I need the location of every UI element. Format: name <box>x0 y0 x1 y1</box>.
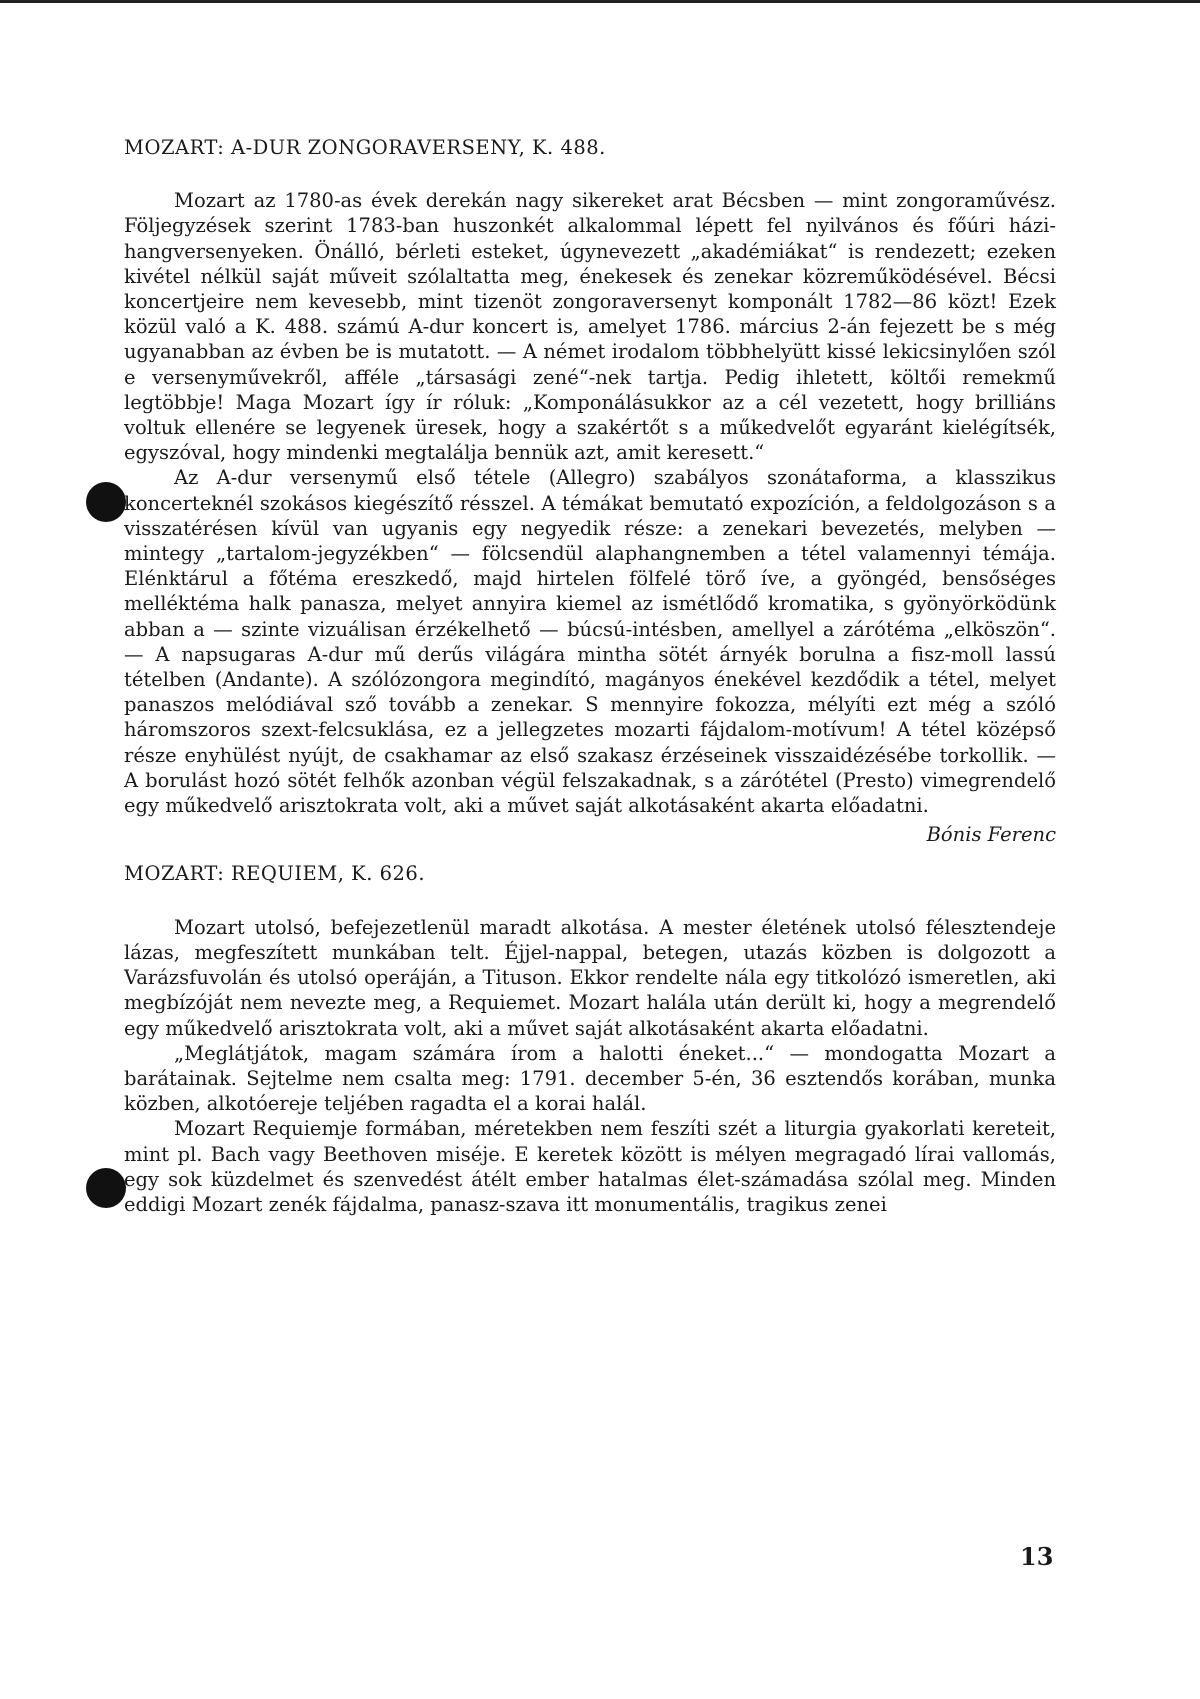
punch-hole <box>86 482 126 522</box>
top-edge-rule <box>0 0 1200 3</box>
page-number: 13 <box>1020 1542 1054 1571</box>
paragraph: Az A-dur versenymű első tétele (Allegro) szabályos szonátaforma, a klasszikus koncerteknél szokásos kiegészítő résszel. A témákat bemutató expozíción, a feldolgozáson s a visszatérésen kívül van ugyanis egy negyedik része: a zenekari bevezetés, melyben — mintegy „tartalom-jegyzékben“ — fölcsendül alaphangnemben a tétel valamennyi témája. Elénktárul a főtéma ereszkedő, majd hirtelen fölfelé törő íve, a gyöngéd, bensőséges melléktéma halk panasza, melyet annyira kiemel az ismétlődő kromatika, s gyönyörködünk abban a — szinte vizuálisan érzékelhető — búcsú-intésben, amellyel a zárótéma „elköszön“. — A napsugaras A-dur mű derűs világára mintha sötét árnyék borulna a fisz-moll lassú tételben (Andante). A szólózongora megindító, magányos énekével kezdődik a tétel, melyet panaszos melódiával sző tovább a zenekar. S mennyire fokozza, mélyíti ezt még a szóló háromszoros szext-felcsuklása, ez a jellegzetes mozarti fájdalom-motívum! A tétel középső része enyhülést nyújt, de csakhamar az első szakasz érzéseinek visszaidézésébe torkollik. — A borulást hozó sötét felhők azonban végül felszakadnak, s a zárótétel (Presto) vimegrendelő egy műkedvelő arisztokrata volt, aki a művet saját alkotásaként akarta előadatni. <box>124 466 1056 818</box>
paragraph: Mozart Requiemje formában, méretekben nem feszíti szét a liturgia gyakorlati kereteit, mint pl. Bach vagy Beethoven miséje. E keretek között is mélyen megragadó lírai vallomás, egy sok küzdelmet és szenvedést átélt ember hatalmas élet-számadása szólal meg. Minden eddigi Mozart zenék fájdalma, panasz-szava itt monumentális, tragikus zenei <box>124 1117 1056 1216</box>
paragraph: Mozart az 1780-as évek derekán nagy sikereket arat Bécsben — mint zongoraművész. Följegyzések szerint 1783-ban huszonkét alkalommal lépett fel nyilvános és főúri házi-hangversenyeken. Önálló, bérleti esteket, úgynevezett „akadémiákat“ is rendezett; ezeken kivétel nélkül saját műveit szólaltatta meg, énekesek és zenekar közreműködésével. Bécsi koncertjeire nem kevesebb, mint tizenöt zongoraversenyt komponált 1782—86 közt! Ezek közül való a K. 488. számú A-dur koncert is, amelyet 1786. március 2-án fejezett be s még ugyanabban az évben be is mutatott. — A német irodalom többhelyütt kissé lekicsinylően szól e versenyművekről, afféle „társasági zené“-nek tartja. Pedig ihletett, költői remekmű legtöbbje! Maga Mozart így ír róluk: „Komponálásukkor az a cél vezetett, hogy brilliáns voltuk ellenére se legyenek üresek, hogy a szakértőt s a műkedvelőt egyaránt kielégítsék, egyszóval, hogy mindenki megtalálja bennük azt, amit keresett.“ <box>124 189 1056 465</box>
page-content <box>124 135 1056 1217</box>
section-heading-requiem: MOZART: REQUIEM, K. 626. <box>124 862 426 886</box>
paragraph: Mozart utolsó, befejezetlenül maradt alkotása. A mester életének utolsó félesztendeje lázas, megfeszített munkában telt. Éjjel-nappal, betegen, utazás közben is dolgozott a Varázsfuvolán és utolsó operáján, a Tituson. Ekkor rendelte nála egy titkolózó ismeretlen, aki megbízóját nem nevezte meg, a Requiemet. Mozart halála után derült ki, hogy a megrendelő egy műkedvelő arisztokrata volt, aki a művet saját alkotásaként akarta előadatni. <box>124 915 1056 1040</box>
paragraph: „Meglátjátok, magam számára írom a halotti éneket...“ — mondogatta Mozart a barátainak. Sejtelme nem csalta meg: 1791. december 5-én, 36 esztendős korában, munka közben, alkotóereje teljében ragadta el a korai halál. <box>124 1041 1056 1116</box>
punch-hole <box>86 1168 126 1208</box>
section-heading-piano-concerto: MOZART: A-DUR ZONGORAVERSENY, K. 488. <box>124 136 606 159</box>
author-signature: Bónis Ferenc <box>926 823 1056 847</box>
